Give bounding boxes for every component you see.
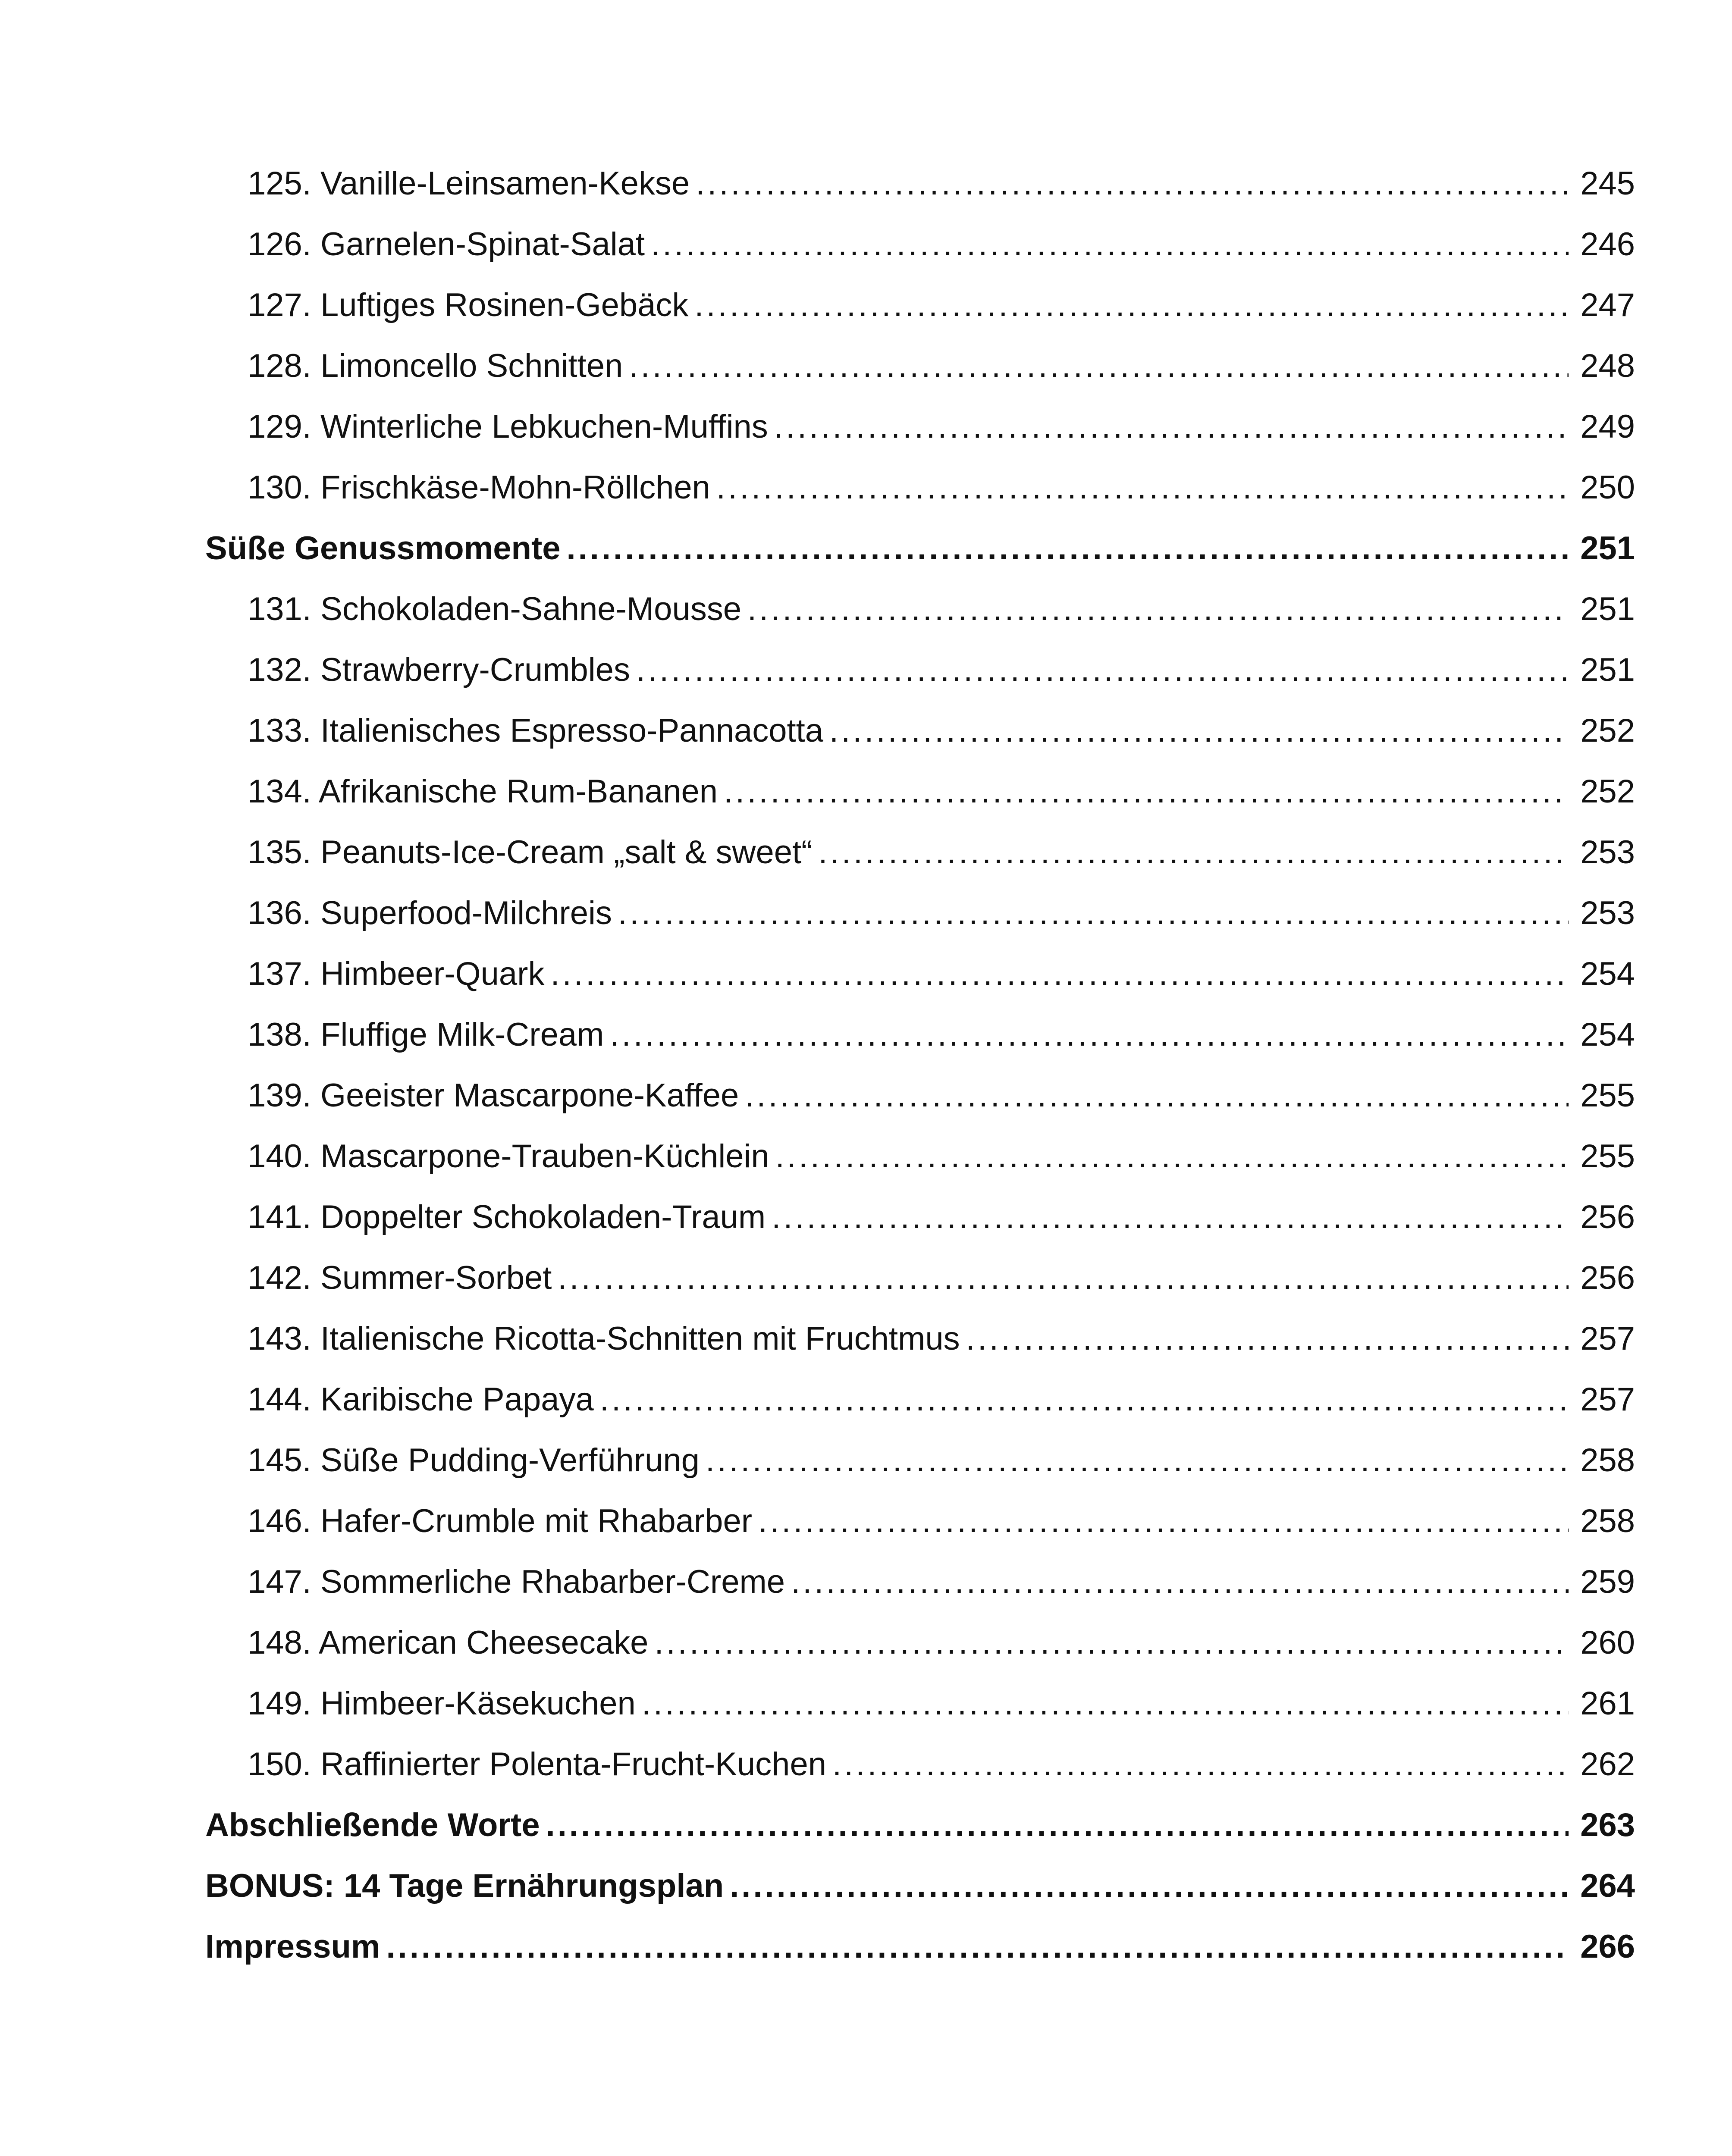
toc-dot-leader [567,531,1569,566]
toc-entry-title: 132. Strawberry-Crumbles [248,654,636,686]
toc-dot-leader [791,1565,1569,1599]
toc-page-number: 263 [1569,1809,1635,1842]
toc-dot-leader [654,1626,1569,1660]
toc-dot-leader [610,1018,1569,1052]
toc-entry-title: 144. Karibische Papaya [248,1383,600,1416]
toc-entry-title: 129. Winterliche Lebkuchen-Muffins [248,411,774,443]
toc-chapter-entry[interactable] [0,1855,1732,1916]
toc-entry-title: 143. Italienische Ricotta-Schnitten mit Fruchtmus [248,1322,966,1355]
toc-entry-title: 150. Raffinierter Polenta-Frucht-Kuchen [248,1748,832,1781]
toc-recipe-entry[interactable] [0,1612,1732,1673]
toc-dot-leader [775,1139,1569,1174]
toc-entry-title: 148. American Cheesecake [248,1626,654,1659]
toc-dot-leader [966,1322,1569,1356]
toc-recipe-entry[interactable] [0,335,1732,396]
toc-page-number: 253 [1569,836,1635,869]
toc-dot-leader [774,410,1569,444]
toc-recipe-entry[interactable] [0,275,1732,335]
toc-recipe-entry[interactable] [0,1308,1732,1369]
toc-recipe-entry[interactable] [0,1551,1732,1612]
toc-page-number: 254 [1569,958,1635,990]
toc-recipe-entry[interactable] [0,1734,1732,1795]
toc-recipe-entry[interactable] [0,579,1732,639]
toc-page-number: 266 [1569,1930,1635,1963]
toc-page-number: 257 [1569,1383,1635,1416]
toc-dot-leader [600,1382,1569,1417]
toc-page-number: 251 [1569,532,1635,565]
toc-recipe-entry[interactable] [0,883,1732,943]
toc-page-number: 254 [1569,1018,1635,1051]
toc-page-number: 252 [1569,714,1635,747]
toc-page-number: 247 [1569,289,1635,322]
toc-recipe-entry[interactable] [0,1004,1732,1065]
toc-recipe-entry[interactable] [0,943,1732,1004]
toc-recipe-entry[interactable] [0,1187,1732,1247]
toc-page-number: 264 [1569,1870,1635,1902]
toc-dot-leader [696,166,1569,201]
toc-dot-leader [706,1443,1569,1478]
toc-page-number: 252 [1569,775,1635,808]
toc-dot-leader [730,1869,1569,1903]
toc-page-number: 248 [1569,350,1635,382]
toc-page-number: 249 [1569,411,1635,443]
toc-entry-title: 130. Frischkäse-Mohn-Röllchen [248,471,716,504]
toc-recipe-entry[interactable] [0,214,1732,275]
toc-recipe-entry[interactable] [0,1126,1732,1187]
toc-entry-title: 138. Fluffige Milk-Cream [248,1018,610,1051]
toc-entry-title: 131. Schokoladen-Sahne-Mousse [248,593,747,626]
toc-dot-leader [629,349,1569,383]
toc-recipe-entry[interactable] [0,1430,1732,1491]
toc-entry-title: 128. Limoncello Schnitten [248,350,629,382]
toc-dot-leader [636,653,1569,687]
toc-dot-leader [551,957,1569,991]
toc-entry-title: Impressum [205,1930,386,1963]
toc-entry-title: Abschließende Worte [205,1809,546,1842]
toc-page-number: 255 [1569,1079,1635,1112]
toc-entry-title: 142. Summer-Sorbet [248,1262,558,1294]
toc-entry-title: 146. Hafer-Crumble mit Rhabarber [248,1505,758,1538]
table-of-contents [0,153,1732,1977]
toc-recipe-entry[interactable] [0,1065,1732,1126]
toc-page-number: 245 [1569,167,1635,200]
toc-dot-leader [829,714,1569,748]
toc-entry-title: 137. Himbeer-Quark [248,958,551,990]
toc-recipe-entry[interactable] [0,1247,1732,1308]
toc-dot-leader [772,1200,1569,1235]
toc-entry-title: 140. Mascarpone-Trauben-Küchlein [248,1140,775,1173]
toc-page-number: 259 [1569,1566,1635,1598]
toc-dot-leader [832,1747,1569,1782]
toc-dot-leader [758,1504,1569,1539]
toc-entry-title: 147. Sommerliche Rhabarber-Creme [248,1566,791,1598]
toc-dot-leader [642,1686,1569,1721]
toc-entry-title: 136. Superfood-Milchreis [248,897,618,930]
toc-entry-title: 149. Himbeer-Käsekuchen [248,1687,642,1720]
toc-page-number: 251 [1569,654,1635,686]
toc-page-number: 256 [1569,1262,1635,1294]
toc-page-number: 258 [1569,1444,1635,1477]
toc-chapter-entry[interactable] [0,1916,1732,1977]
toc-page-number: 256 [1569,1201,1635,1234]
toc-entry-title: 139. Geeister Mascarpone-Kaffee [248,1079,745,1112]
toc-page-number: 253 [1569,897,1635,930]
toc-entry-title: 127. Luftiges Rosinen-Gebäck [248,289,694,322]
toc-recipe-entry[interactable] [0,822,1732,883]
toc-dot-leader [651,227,1569,262]
toc-dot-leader [724,774,1569,809]
toc-recipe-entry[interactable] [0,761,1732,822]
toc-entry-title: 135. Peanuts-Ice-Cream „salt & sweet“ [248,836,818,869]
toc-page-number: 260 [1569,1626,1635,1659]
toc-dot-leader [386,1930,1569,1964]
toc-entry-title: 141. Doppelter Schokoladen-Traum [248,1201,772,1234]
toc-page-number: 262 [1569,1748,1635,1781]
toc-recipe-entry[interactable] [0,153,1732,214]
toc-entry-title: 125. Vanille-Leinsamen-Kekse [248,167,696,200]
toc-recipe-entry[interactable] [0,1369,1732,1430]
toc-page-number: 258 [1569,1505,1635,1538]
toc-recipe-entry[interactable] [0,457,1732,518]
toc-recipe-entry[interactable] [0,1673,1732,1734]
toc-dot-leader [747,592,1569,627]
toc-dot-leader [618,896,1569,931]
toc-dot-leader [694,288,1569,323]
toc-recipe-entry[interactable] [0,700,1732,761]
toc-entry-title: BONUS: 14 Tage Ernährungsplan [205,1870,730,1902]
toc-page-number: 251 [1569,593,1635,626]
toc-page-number: 250 [1569,471,1635,504]
toc-chapter-entry[interactable] [0,1795,1732,1855]
toc-page-number: 257 [1569,1322,1635,1355]
toc-entry-title: 126. Garnelen-Spinat-Salat [248,228,651,261]
toc-page-number: 261 [1569,1687,1635,1720]
toc-dot-leader [745,1078,1569,1113]
toc-recipe-entry[interactable] [0,1491,1732,1551]
toc-page-number: 255 [1569,1140,1635,1173]
toc-recipe-entry[interactable] [0,639,1732,700]
toc-entry-title: 145. Süße Pudding-Verführung [248,1444,706,1477]
toc-dot-leader [546,1808,1569,1843]
toc-entry-title: Süße Genussmomente [205,532,567,565]
toc-entry-title: 134. Afrikanische Rum-Bananen [248,775,724,808]
toc-chapter-entry[interactable] [0,518,1732,579]
toc-dot-leader [716,470,1569,505]
toc-page-number: 246 [1569,228,1635,261]
toc-dot-leader [818,835,1569,870]
toc-recipe-entry[interactable] [0,396,1732,457]
toc-entry-title: 133. Italienisches Espresso-Pannacotta [248,714,829,747]
toc-dot-leader [558,1261,1569,1295]
